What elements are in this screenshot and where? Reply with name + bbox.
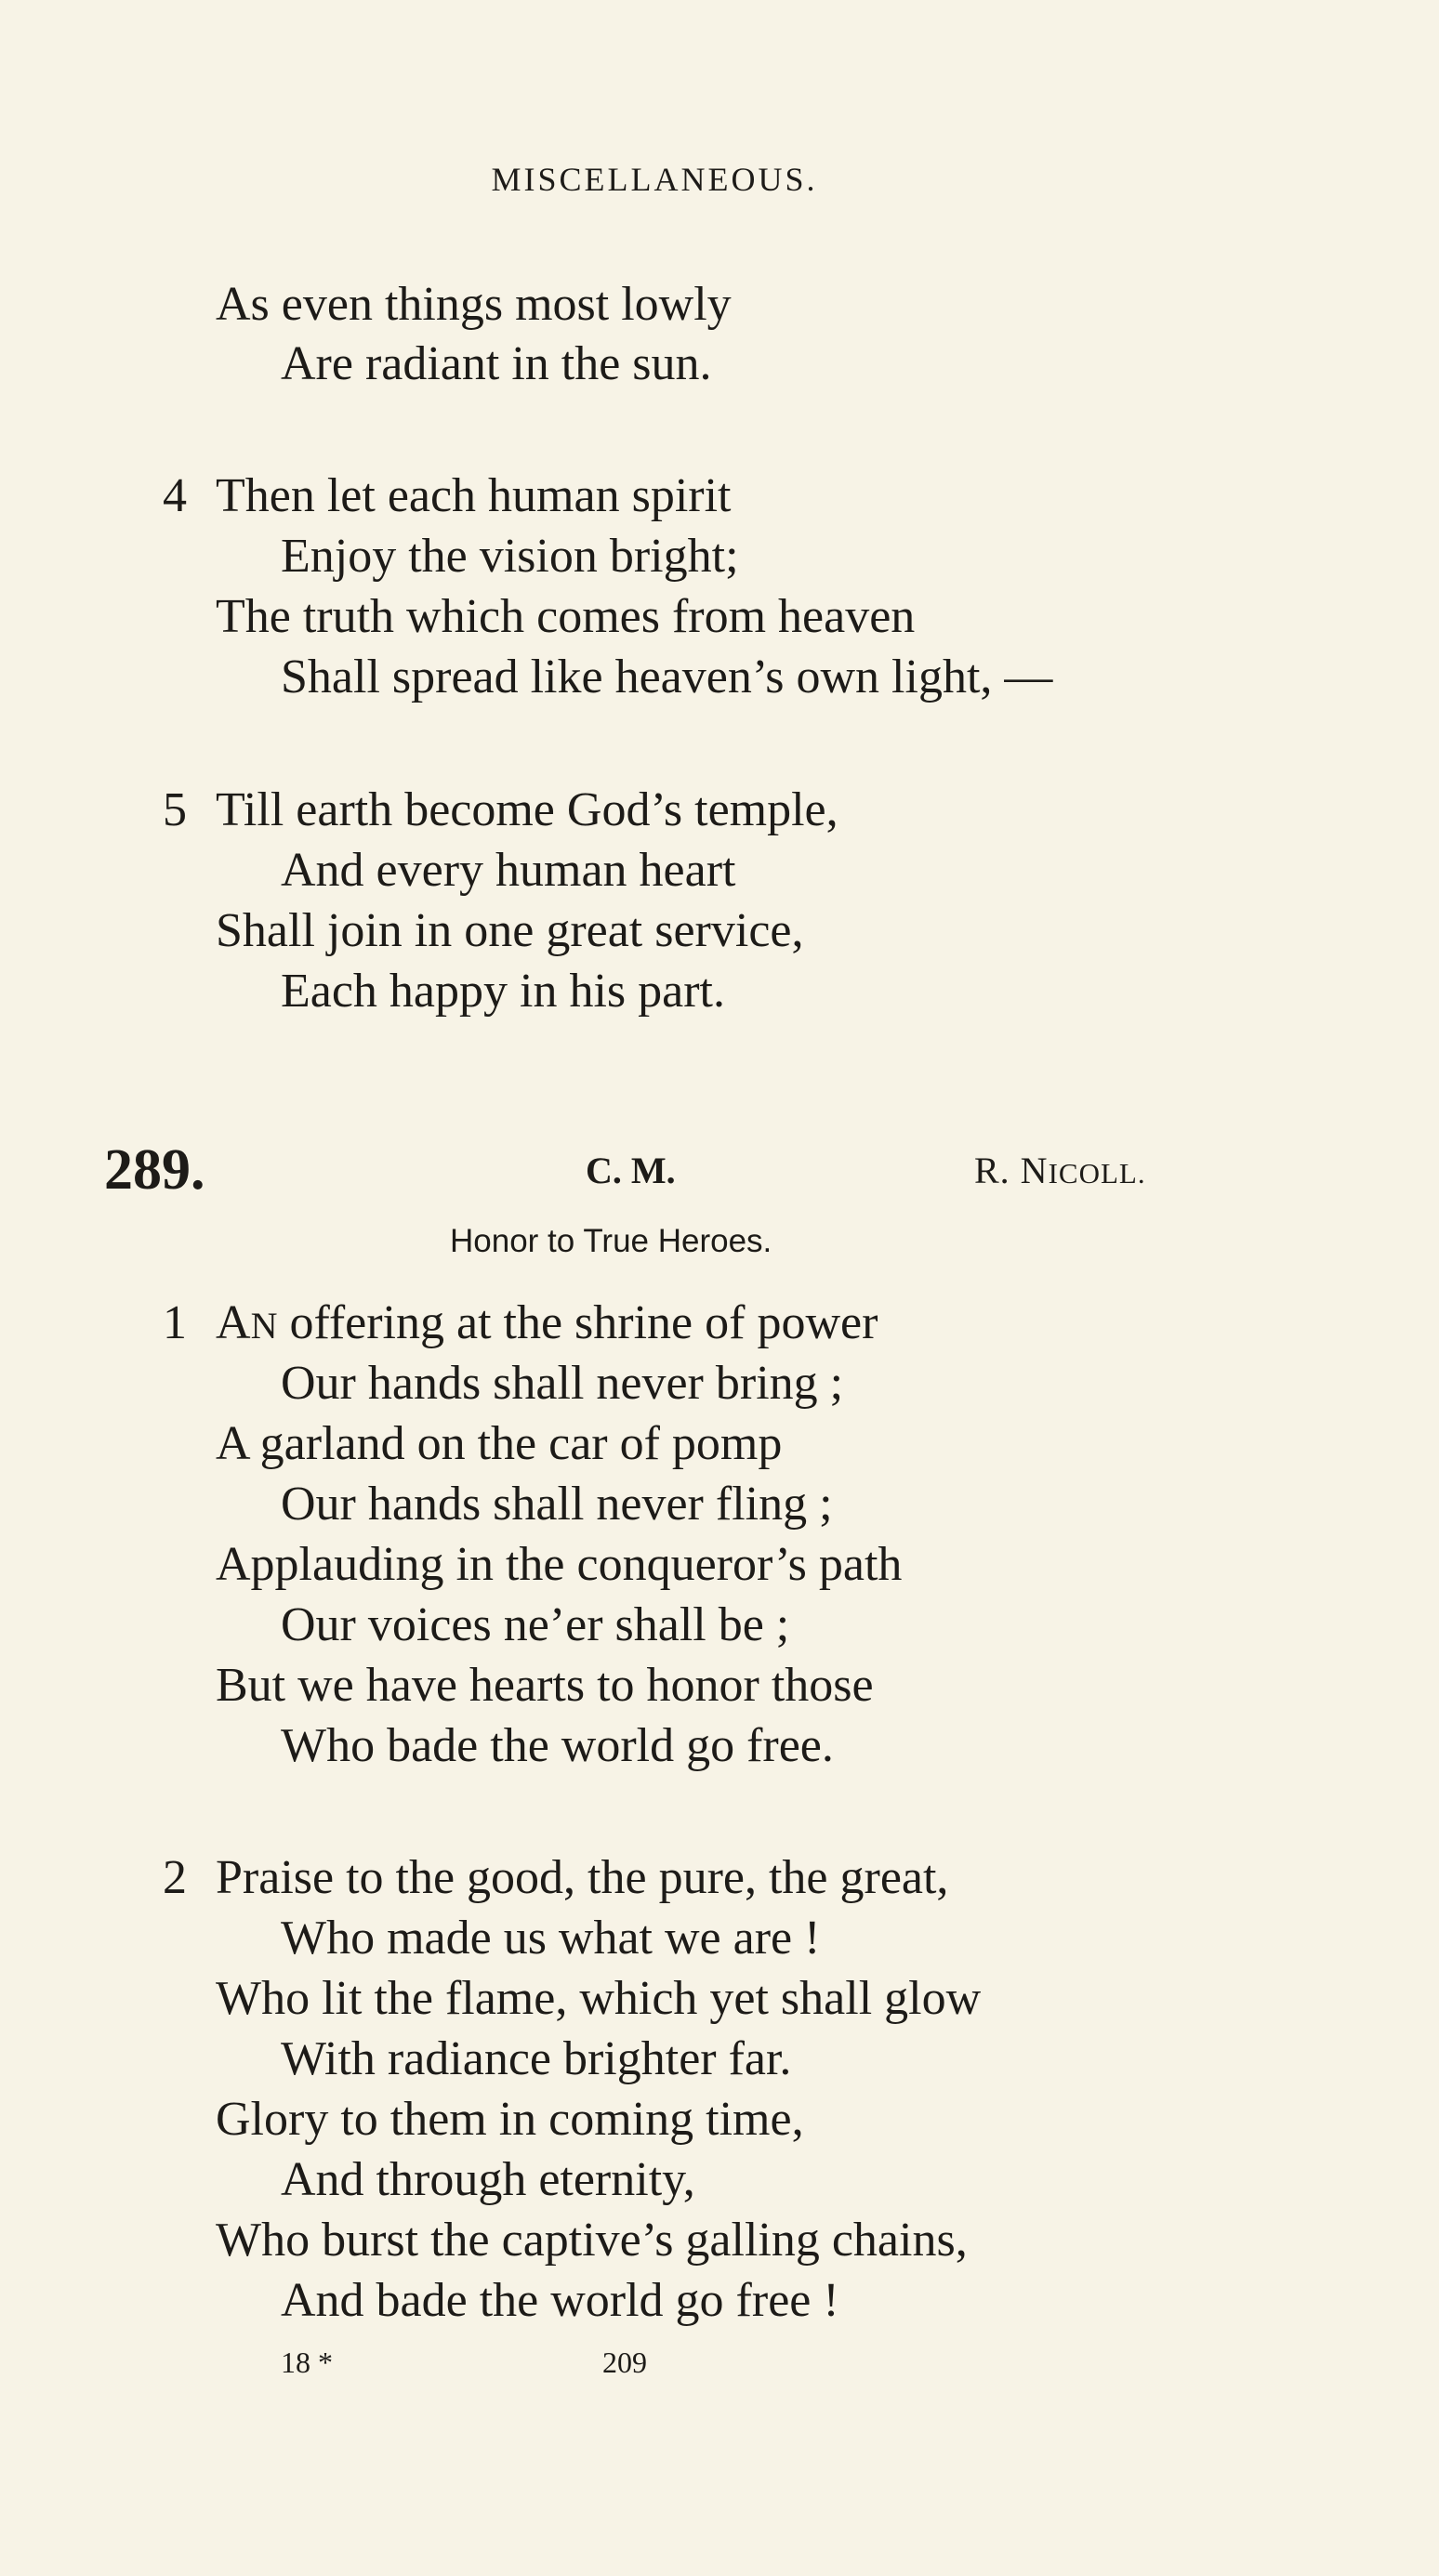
running-head: MISCELLANEOUS. — [491, 161, 818, 198]
verse-line: Our voices ne’er shall be ; — [281, 1598, 790, 1651]
verse-line: Glory to them in coming time, — [216, 2093, 804, 2146]
author-rest: ICOLL. — [1048, 1157, 1146, 1189]
verse-line: And through eternity, — [281, 2153, 695, 2206]
hymn-meter: C. M. — [586, 1150, 676, 1191]
verse-line: But we have hearts to honor those — [216, 1659, 874, 1712]
signature-mark: 18 * — [281, 2346, 333, 2379]
verse-line: Are radiant in the sun. — [281, 337, 712, 390]
verse-line: The truth which comes from heaven — [216, 590, 916, 643]
verse-line: Who bade the world go free. — [281, 1719, 834, 1772]
verse-line: Enjoy the vision bright; — [281, 530, 739, 583]
first-word-rest: N — [250, 1305, 278, 1347]
verse-line: Our hands shall never fling ; — [281, 1478, 833, 1531]
hymn-subtitle: Honor to True Heroes. — [450, 1223, 772, 1259]
stanza-number: 2 — [163, 1851, 187, 1904]
verse-line: With radiance brighter far. — [281, 2032, 792, 2085]
verse-line: As even things most lowly — [216, 278, 732, 331]
verse-line-first — [216, 1296, 878, 1349]
author-initial: R. N — [974, 1150, 1049, 1191]
verse-line: Who burst the captive’s galling chains, — [216, 2214, 968, 2267]
hymn-number: 289. — [104, 1138, 205, 1202]
verse-line: Shall spread like heaven’s own light, — — [281, 651, 1053, 703]
verse-line: Who made us what we are ! — [281, 1912, 821, 1965]
page-number: 209 — [602, 2346, 647, 2379]
verse-line: And bade the world go free ! — [281, 2274, 839, 2327]
verse-line: Each happy in his part. — [281, 965, 725, 1018]
first-line-rest: offering at the shrine of power — [277, 1296, 878, 1349]
first-word-initial: A — [216, 1296, 251, 1349]
verse-line: Applauding in the conqueror’s path — [216, 1538, 903, 1591]
stanza-number: 4 — [163, 469, 187, 522]
verse-line: Our hands shall never bring ; — [281, 1357, 844, 1410]
stanza-number: 5 — [163, 783, 187, 836]
stanza-number: 1 — [163, 1296, 187, 1349]
verse-line: A garland on the car of pomp — [216, 1417, 783, 1470]
verse-line: Shall join in one great service, — [216, 904, 804, 957]
verse-line: Praise to the good, the pure, the great, — [216, 1851, 949, 1904]
verse-line: Till earth become God’s temple, — [216, 783, 838, 836]
verse-line: And every human heart — [281, 844, 736, 897]
hymn-author — [974, 1152, 1146, 1189]
verse-line: Who lit the flame, which yet shall glow — [216, 1972, 982, 2025]
verse-line: Then let each human spirit — [216, 469, 732, 522]
